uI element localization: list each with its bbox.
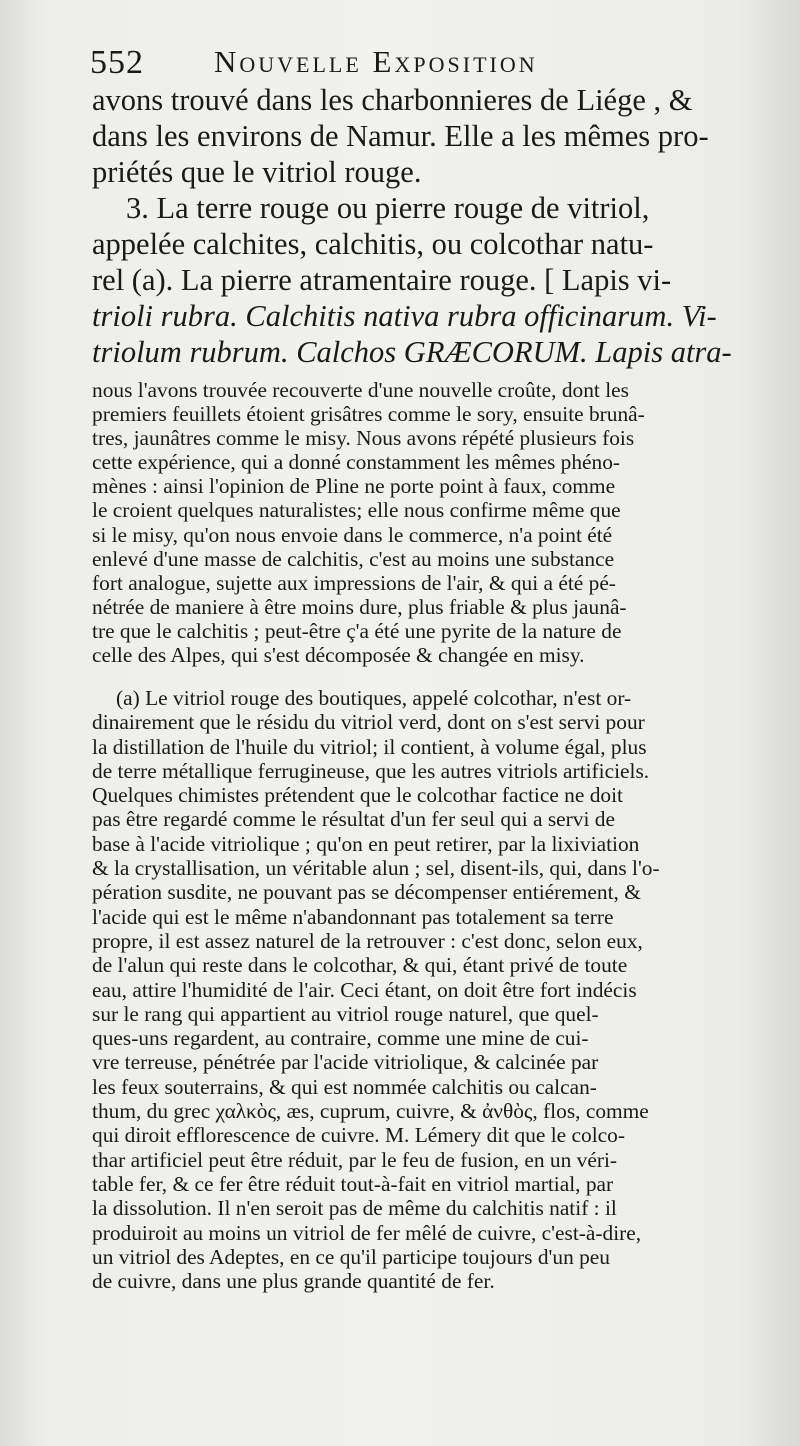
main-line: appelée calchites, calchitis, ou colcothar natu- [92,227,654,261]
footnote-a-line: Quelques chimistes prétendent que le colcothar factice ne doit [92,783,623,808]
main-line: priétés que le vitriol rouge. [92,155,422,189]
running-title: Nouvelle Exposition [214,44,538,79]
footnote-a-line: ques-uns regardent, au contraire, comme une mine de cui- [92,1026,589,1051]
footnote-a-line: propre, il est assez naturel de la retrouver : c'est donc, selon eux, [92,928,643,953]
footnote-a-line: table fer, & ce fer être réduit tout-à-fait en vitriol martial, par [92,1171,614,1196]
footnote-a-line: la dissolution. Il n'en seroit pas de même du calchitis natif : il [92,1196,617,1221]
footnote-a-line: qui diroit efflorescence de cuivre. M. Lémery dit que le colco- [92,1123,625,1148]
footnote-line: tres, jaunâtres comme le misy. Nous avons répété plusieurs fois [92,426,635,451]
main-line: rel (a). La pierre atramentaire rouge. [ Lapis vi- [92,263,672,297]
main-text [92,82,760,370]
main-line: triolum rubrum. Calchos GRÆCORUM. Lapis atra- [92,335,732,369]
footnote-a-line: un vitriol des Adeptes, en ce qu'il participe toujours d'un peu [92,1244,611,1269]
footnote-line: tre que le calchitis ; peut-être ç'a été une pyrite de la nature de [92,618,622,643]
footnote-a-line: sur le rang qui appartient au vitriol rouge naturel, que quel- [92,1001,599,1026]
footnote-line: enlevé d'une masse de calchitis, c'est au moins une substance [92,546,615,571]
footnote-a [92,686,782,1293]
footnote-a-line: pas être regardé comme le résultat d'un fer seul qui a servi de [92,807,615,832]
footnote-a-line: vre terreuse, pénétrée par l'acide vitriolique, & calcinée par [92,1050,599,1075]
footnote-line: celle des Alpes, qui s'est décomposée & changée en misy. [92,643,585,668]
main-line: trioli rubra. Calchitis nativa rubra officinarum. Vi- [92,299,717,333]
footnote-line: mènes : ainsi l'opinion de Pline ne porte point à faux, comme [92,474,616,499]
main-line: 3. La terre rouge ou pierre rouge de vitriol, [126,191,650,225]
footnote-a-line: (a) Le vitriol rouge des boutiques, appelé colcothar, n'est or- [116,686,632,710]
footnote-a-line: produiroit au moins un vitriol de fer mêlé de cuivre, c'est-à-dire, [92,1220,642,1245]
page-header [90,40,770,84]
footnote-a-line: base à l'acide vitriolique ; qu'on en peut retirer, par la lixiviation [92,831,640,856]
footnote-a-line: pération susdite, ne pouvant pas se décompenser entiérement, & [92,880,641,905]
footnote-a-line: de cuivre, dans une plus grande quantité de fer. [92,1269,495,1294]
page-number: 552 [90,44,144,81]
footnote-line: le croient quelques naturalistes; elle nous confirme même que [92,498,621,523]
footnote-a-line: de l'alun qui reste dans le colcothar, & qui, étant privé de toute [92,953,628,978]
footnote-a-line: eau, attire l'humidité de l'air. Ceci étant, on doit être fort indécis [92,977,637,1002]
footnote-line: si le misy, qu'on nous envoie dans le commerce, n'a point été [92,522,613,547]
main-line: dans les environs de Namur. Elle a les mêmes pro- [92,119,709,153]
footnote-a-line: dinairement que le résidu du vitriol verd, dont on s'est servi pour [92,710,645,735]
footnote-line: premiers feuillets étoient grisâtres comme le sory, ensuite brunâ- [92,402,645,427]
footnote-a-line: de terre métallique ferrugineuse, que les autres vitriols artificiels. [92,758,650,783]
footnote-line: nétrée de maniere à être moins dure, plus friable & plus jaunâ- [92,594,627,619]
footnote-a-line: la distillation de l'huile du vitriol; il contient, à volume égal, plus [92,734,647,759]
footnote-line: cette expérience, qui a donné constamment les mêmes phéno- [92,450,621,475]
footnote-a-line: thar artificiel peut être réduit, par le feu de fusion, en un véri- [92,1147,618,1172]
footnote-continued [92,378,762,667]
main-line: avons trouvé dans les charbonnieres de Liége , & [92,83,693,117]
footnote-a-line: l'acide qui est le même n'abandonnant pas totalement sa terre [92,904,614,929]
footnote-line: nous l'avons trouvée recouverte d'une nouvelle croûte, dont les [92,378,629,402]
footnote-a-line: & la crystallisation, un véritable alun ; sel, disent-ils, qui, dans l'o- [92,856,660,881]
footnote-a-line: thum, du grec χαλκὸς, æs, cuprum, cuivre, & ἀνθὸς, flos, comme [92,1099,649,1124]
footnote-a-line: les feux souterrains, & qui est nommée calchitis ou calcan- [92,1074,597,1099]
footnote-line: fort analogue, sujette aux impressions de l'air, & qui a été pé- [92,570,616,595]
